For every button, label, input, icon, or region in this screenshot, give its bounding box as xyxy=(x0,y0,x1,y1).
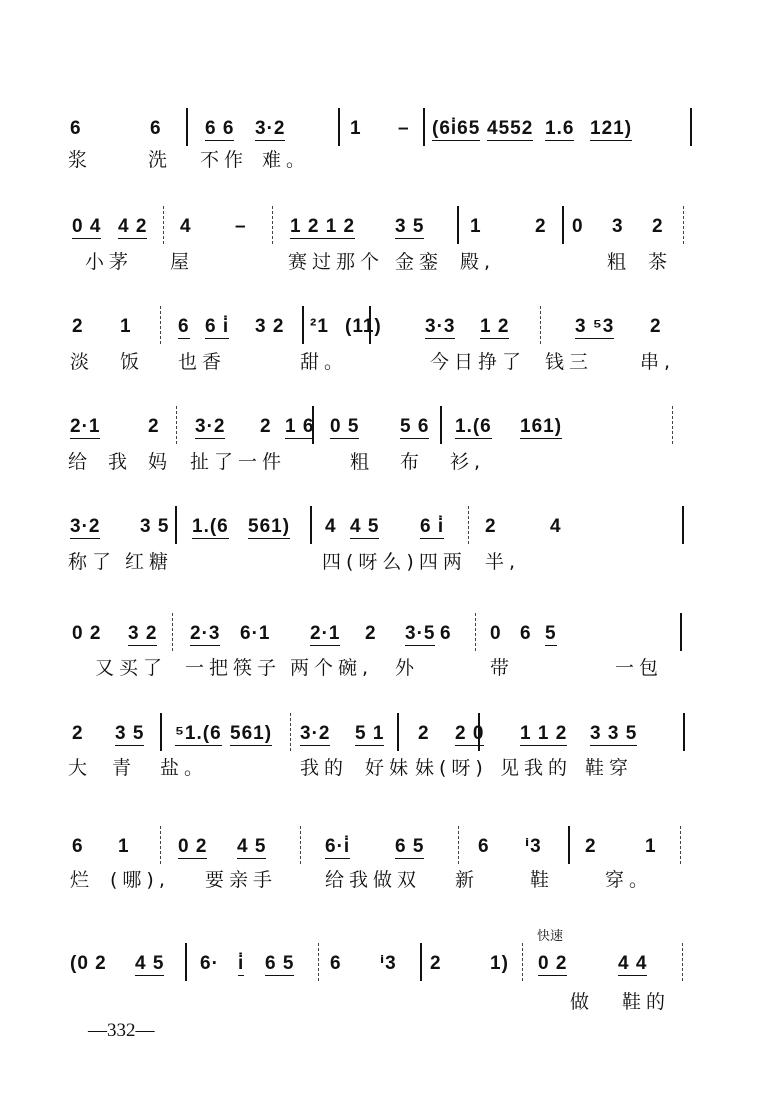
note-group: 2 xyxy=(485,516,497,537)
lyric: 我 xyxy=(108,451,133,473)
note-group: 3 2 xyxy=(128,623,158,644)
lyric: 小茅 xyxy=(85,251,134,273)
barline xyxy=(302,306,304,344)
barline xyxy=(272,206,273,244)
lyric: 今日挣了 xyxy=(430,351,527,373)
note-group: 1 xyxy=(118,836,130,857)
note-group: 1 xyxy=(350,118,362,139)
note-group: 3·2 xyxy=(255,118,286,139)
barline xyxy=(540,306,541,344)
barline xyxy=(562,206,564,244)
note-group: 121) xyxy=(590,118,633,139)
note-group: 2 xyxy=(650,316,662,337)
note-group: 6 xyxy=(478,836,490,857)
note-group: 4 5 xyxy=(237,836,267,857)
barline xyxy=(683,206,684,244)
note-group: 0 2 xyxy=(538,953,568,974)
lyric: 给我做双 xyxy=(325,869,422,891)
note-group: 3 5 xyxy=(395,216,425,237)
barline xyxy=(522,943,523,981)
lyric: 要亲手 xyxy=(205,869,278,891)
note-group: 3·5 xyxy=(405,623,436,644)
note-group: 6 xyxy=(178,316,190,337)
note-group: 6· xyxy=(200,953,219,974)
barline xyxy=(369,306,371,344)
note-group: 5 xyxy=(545,623,557,644)
note-group: 1.6 xyxy=(545,118,575,139)
lyric: 我的 xyxy=(300,757,349,779)
note-group: 6 6 xyxy=(205,118,235,139)
barline xyxy=(672,406,673,444)
note-group: (0 2 xyxy=(70,953,107,974)
note-group: 3·2 xyxy=(70,516,101,537)
note-group: 2·1 xyxy=(70,416,101,437)
note-group: 6 5 xyxy=(395,836,425,857)
note-group: 5 1 xyxy=(355,723,385,744)
note-group: 4 2 xyxy=(118,216,148,237)
lyric: 鞋的 xyxy=(622,991,671,1013)
lyric: 青 xyxy=(112,757,137,779)
lyric: 见我的 xyxy=(500,757,573,779)
barline xyxy=(478,713,480,751)
lyric: 称了 xyxy=(68,551,117,573)
note-group: ⁱ3 xyxy=(525,836,542,857)
lyric: 带 xyxy=(490,657,515,679)
note-group: – xyxy=(235,216,247,237)
lyric: 盐。 xyxy=(160,757,209,779)
note-group: 3 ⁵3 xyxy=(575,316,615,337)
note-group: 4552 xyxy=(487,118,534,139)
lyric: 两个碗, xyxy=(290,657,374,679)
lyric: 红糖 xyxy=(125,551,174,573)
page-number: —332— xyxy=(88,1020,155,1041)
barline xyxy=(185,943,187,981)
note-group: 4 xyxy=(180,216,192,237)
lyric: 穿。 xyxy=(605,869,654,891)
note-group: – xyxy=(398,118,410,139)
note-group: 1 6 xyxy=(285,416,315,437)
note-group: 561) xyxy=(230,723,273,744)
lyric: 淡 xyxy=(70,351,95,373)
note-group: 4 5 xyxy=(350,516,380,537)
barline xyxy=(160,306,161,344)
barline xyxy=(175,506,177,544)
barline xyxy=(420,943,422,981)
note-group: 2 xyxy=(418,723,430,744)
barline xyxy=(468,506,469,544)
lyric: 四(呀么)四两 xyxy=(322,551,467,573)
barline xyxy=(680,613,682,651)
note-group: 2 xyxy=(72,723,84,744)
barline xyxy=(312,406,314,444)
note-group: 2 xyxy=(72,316,84,337)
lyric: 给 xyxy=(68,451,93,473)
note-group: 6·1 xyxy=(240,623,271,644)
lyric: 钱三 xyxy=(545,351,594,373)
barline xyxy=(680,826,681,864)
note-group: ⁱ3 xyxy=(380,953,397,974)
note-group: 0 2 xyxy=(178,836,208,857)
lyric: 妹(呀) xyxy=(415,757,488,779)
note-group: 1 xyxy=(470,216,482,237)
lyric: 一包 xyxy=(615,657,664,679)
note-group: 161) xyxy=(520,416,563,437)
lyric: 一把筷子 xyxy=(185,657,282,679)
note-group: 0 5 xyxy=(330,416,360,437)
note-group: 1 xyxy=(120,316,132,337)
note-group: 561) xyxy=(248,516,291,537)
note-group: 4 xyxy=(550,516,562,537)
note-group: 0 xyxy=(572,216,584,237)
lyric: 妈 xyxy=(148,451,173,473)
lyric: 难。 xyxy=(262,149,311,171)
note-group: 1 2 xyxy=(480,316,510,337)
barline xyxy=(683,713,685,751)
lyric: 殿, xyxy=(460,251,496,273)
lyric: 浆 xyxy=(68,149,93,171)
lyric: 洗 xyxy=(148,149,173,171)
lyric: 鞋 xyxy=(530,869,555,891)
note-group: 6 i̇ xyxy=(420,516,445,537)
barline xyxy=(318,943,319,981)
tempo-marking: 快速 xyxy=(537,929,564,944)
lyric: 布 xyxy=(400,451,425,473)
note-group: 2 xyxy=(585,836,597,857)
barline xyxy=(338,108,340,146)
barline xyxy=(440,406,442,444)
note-group: 2 xyxy=(365,623,377,644)
note-group: 2 xyxy=(260,416,272,437)
barline xyxy=(290,713,291,751)
note-group: 3·3 xyxy=(425,316,456,337)
note-group: ²1 xyxy=(310,316,329,337)
note-group: 6 5 xyxy=(265,953,295,974)
note-group: 1 2 1 2 xyxy=(290,216,356,237)
note-group: 6 xyxy=(330,953,342,974)
note-group: 6 xyxy=(520,623,532,644)
barline xyxy=(690,108,692,146)
barline xyxy=(568,826,570,864)
lyric: 粗 xyxy=(350,451,375,473)
barline xyxy=(186,108,188,146)
barline xyxy=(176,406,177,444)
note-group: 2 0 xyxy=(455,723,485,744)
lyric: 金銮 xyxy=(395,251,444,273)
note-group: 4 4 xyxy=(618,953,648,974)
note-group: 3 2 xyxy=(255,316,285,337)
note-group: 6·i̇ xyxy=(325,836,351,857)
barline xyxy=(163,206,164,244)
note-group: 6 i̇ xyxy=(205,316,230,337)
lyric: 也香 xyxy=(178,351,227,373)
note-group: 0 4 xyxy=(72,216,102,237)
lyric: 好妹 xyxy=(365,757,414,779)
barline xyxy=(423,108,425,146)
lyric: 做 xyxy=(570,991,595,1013)
lyric: 新 xyxy=(455,869,480,891)
note-group: 1.(6 xyxy=(192,516,229,537)
note-group: 5 6 xyxy=(400,416,430,437)
note-group: 3 5 xyxy=(115,723,145,744)
lyric: 外 xyxy=(395,657,420,679)
note-group: 3·2 xyxy=(300,723,331,744)
barline xyxy=(160,826,161,864)
lyric: 大 xyxy=(68,757,93,779)
barline xyxy=(172,613,173,651)
lyric: (哪), xyxy=(110,869,170,891)
note-group: 2 xyxy=(430,953,442,974)
note-group: 1.(6 xyxy=(455,416,492,437)
note-group: i̇ xyxy=(238,953,245,974)
lyric: 半, xyxy=(485,551,521,573)
lyric: 茶 xyxy=(648,251,673,273)
barline xyxy=(682,506,684,544)
barline xyxy=(397,713,399,751)
note-group: 3 5 xyxy=(140,516,170,537)
lyric: 赛过那个 xyxy=(288,251,385,273)
barline xyxy=(300,826,301,864)
note-group: (6i̇65 xyxy=(432,118,481,139)
lyric: 又买了 xyxy=(95,657,168,679)
note-group: 6 xyxy=(150,118,162,139)
note-group: 2 xyxy=(652,216,664,237)
note-group: 4 xyxy=(325,516,337,537)
lyric: 粗 xyxy=(607,251,632,273)
note-group: (11) xyxy=(345,316,382,337)
note-group: 1 xyxy=(645,836,657,857)
note-group: 0 xyxy=(490,623,502,644)
note-group: 3·2 xyxy=(195,416,226,437)
note-group: 6 xyxy=(72,836,84,857)
note-group: 6 xyxy=(440,623,452,644)
barline xyxy=(458,826,459,864)
note-group: 3 xyxy=(612,216,624,237)
note-group: 3 3 5 xyxy=(590,723,638,744)
note-group: 2 xyxy=(535,216,547,237)
lyric: 屋 xyxy=(170,251,195,273)
lyric: 串, xyxy=(640,351,676,373)
barline xyxy=(682,943,683,981)
lyric: 饭 xyxy=(120,351,145,373)
note-group: 6 xyxy=(70,118,82,139)
note-group: 2·1 xyxy=(310,623,341,644)
lyric: 甜。 xyxy=(300,351,349,373)
lyric: 烂 xyxy=(70,869,95,891)
barline xyxy=(160,713,162,751)
note-group: 2·3 xyxy=(190,623,221,644)
note-group: 4 5 xyxy=(135,953,165,974)
note-group: 2 xyxy=(148,416,160,437)
barline xyxy=(310,506,312,544)
note-group: 1) xyxy=(490,953,509,974)
note-group: 1 1 2 xyxy=(520,723,568,744)
barline xyxy=(475,613,476,651)
barline xyxy=(457,206,459,244)
note-group: ⁵1.(6 xyxy=(175,723,222,744)
note-group: 0 2 xyxy=(72,623,102,644)
lyric: 扯了一件 xyxy=(190,451,287,473)
lyric: 衫, xyxy=(450,451,486,473)
lyric: 鞋穿 xyxy=(585,757,634,779)
lyric: 不作 xyxy=(200,149,249,171)
